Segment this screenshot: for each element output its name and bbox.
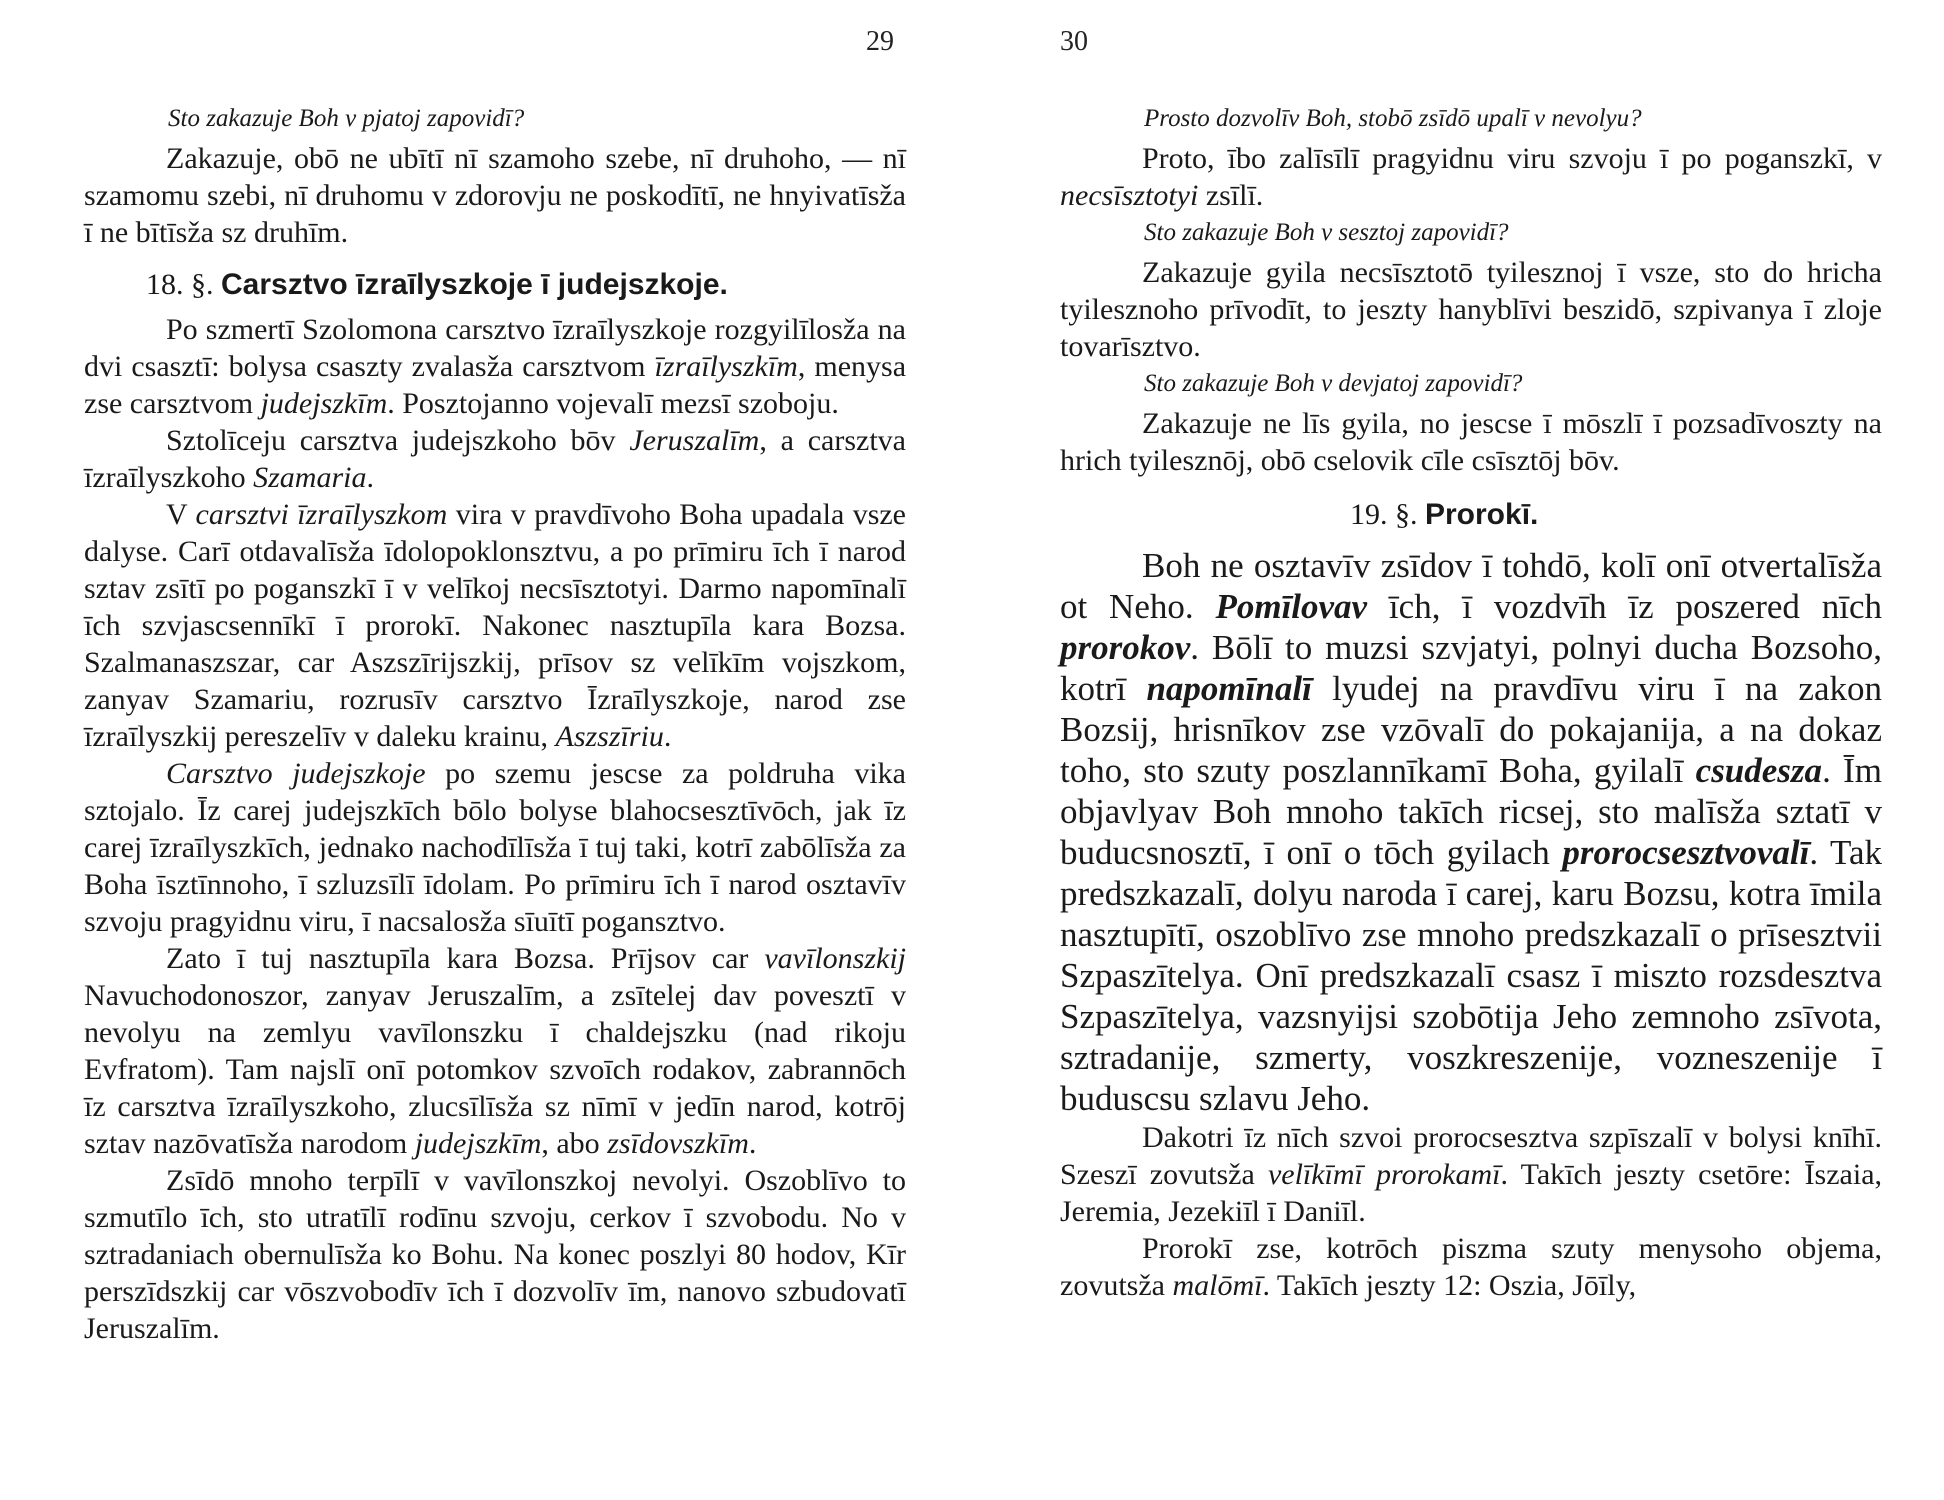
paragraph: Zsīdō mnoho terpīlī v vavīlonszkoj nevolyi. Oszoblīvo to szmutīlo īch, sto utratīlī rodīnu szvoju, cerkov ī szvobodu. No v sztradaniach obernulīsža ko Bohu. Na konec poszlyi 80 hodov, Kīr perszīdszkij car vōszvobodīv īch ī dozvolīv īm, nanovo szbudovatī Jeruszalīm. [84,1164,906,1345]
answer-captivity: Proto, ībo zalīsīlī pragyidnu viru szvoju ī po poganszkī, v necsīsztotyi zsīlī. [1060,142,1882,212]
answer-ninth-commandment: Zakazuje ne līs gyila, no jescse ī mōszlī ī pozsadīvoszty na hrich tyilesznōj, obō cselovik cīle csīsztōj bōv. [1060,407,1882,477]
right-page-text [1060,100,1882,1304]
section-number: 19. §. [1350,498,1418,531]
paragraph: V carsztvi īzraīlyszkom vira v pravdīvoho Boha upadala vsze dalyse. Carī otdavalīsža īdolopoklonsztvu, a po prīmiru īch ī narod sztav zsītī po poganszkī ī v velīkoj necsīsztotyi. Darmo napomīnalī īch szvjascsennīkī ī prorokī. Nakonec nasztupīla kara Bozsa. Szalmanaszszar, car Aszszīrijszkij, prīsov sz velīkīm vojszkom, zanyav Szamariu, rozrusīv carsztvo Īzraīlyszkoje, narod zse īzraīlyszkij pereszelīv v daleku krainu, Aszszīriu. [84,498,906,753]
page-number-right: 30 [1060,26,1088,57]
section-heading-19 [1060,493,1882,537]
answer-fifth-commandment: Zakazuje, obō ne ubītī nī szamoho szebe, nī druhoho, — nī szamomu szebi, nī druhomu v zdorovju ne poskodītī, ne hnyivatīsža ī ne bītīsža sz druhīm. [84,142,906,249]
section-title: Prorokī. [1425,498,1539,531]
question-fifth-commandment: Sto zakazuje Boh v pjatoj zapovidī? [168,105,525,132]
right-page [1060,0,1882,1500]
paragraph: Carsztvo judejszkoje po szemu jescse za poldruha vika sztojalo. Īz carej judejszkīch bōlo bolyse blahocsesztīvōch, jak īz carej īzraīlyszkīch, jednako nachodīlīsža ī tuj taki, kotrī zabōlīsža za Boha īsztīnnoho, ī szluzsīlī īdolam. Po prīmiru īch ī narod osztavīv szvoju pragyidnu viru, ī nacsalosža sīuītī pogansztvo. [84,757,906,938]
paragraph: Po szmertī Szolomona carsztvo īzraīlyszkoje rozgyilīlosža na dvi csasztī: bolysa csaszty zvalasža carsztvom īzraīlyszkīm, menysa zse carsztvom judejszkīm. Posztojanno vojevalī mezsī szoboju. [84,313,907,420]
question-ninth-commandment: Sto zakazuje Boh v devjatoj zapovidī? [1144,370,1523,397]
answer-sixth-commandment: Zakazuje gyila necsīsztotō tyilesznoj ī vsze, sto do hricha tyilesznoho prīvodīt, to jeszty hanyblīvi beszidō, szpivanya ī zloje tovarīsztvo. [1060,256,1882,363]
question-captivity: Prosto dozvolīv Boh, stobō zsīdō upalī v nevolyu? [1144,105,1642,132]
paragraph: Dakotri īz nīch szvoi prorocsesztva szpīszalī v bolysi knīhī. Szeszī zovutsža velīkīmī prorokamī. Takīch jeszty csetōre: Īszaia, Jeremia, Jezekiīl ī Daniīl. [1060,1121,1883,1228]
section-title: Carsztvo īzraīlyszkoje ī judejszkoje. [221,268,728,301]
paragraph: Prorokī zse, kotrōch piszma szuty menysoho objema, zovutsža malōmī. Takīch jeszty 12: Oszia, Jōīly, [1060,1232,1882,1302]
paragraph: Sztolīceju carsztva judejszkoho bōv Jeruszalīm, a carsztva īzraīlyszkoho Szamaria. [84,424,906,494]
left-page-text [84,100,906,1347]
paragraph-large: Boh ne osztavīv zsīdov ī tohdō, kolī onī otvertalīsža ot Neho. Pomīlovav īch, ī vozdvīh īz poszered nīch prorokov. Bōlī to muzsi szvjatyi, polnyi ducha Bozsoho, kotrī napomīnalī lyudej na pravdīvu viru ī na zakon Bozsij, hrisnīkov zse vzōvalī do pokajanija, a na dokaz toho, sto szuty poszlannīkamī Boha, gyilalī csudesza. Īm objavlyav Boh mnoho takīch ricsej, sto malīsža sztatī v buducsnosztī, ī onī o tōch gyilach prorocsesztvovalī. Tak predszkazalī, dolyu naroda ī carej, karu Bozsu, kotra īmila nasztupītī, oszoblīvo zse mnoho predszkazalī o prīsesztvii Szpaszītelya. Onī predszkazalī csasz ī miszto rozsdesztva Szpaszītelya, vazsnyijsi szobōtija Jeho zemnoho zsīvota, sztradanije, szmerty, voszkreszenije, vozneszenije ī buduscsu szlavu Jeho. [1060,546,1883,1118]
section-heading-18 [84,263,906,307]
section-number: 18. §. [146,268,214,301]
left-page [84,0,906,1500]
paragraph: Zato ī tuj nasztupīla kara Bozsa. Prījsov car vavīlonszkij Navuchodonoszor, zanyav Jeruszalīm, a zsītelej dav povesztī v nevolyu na zemlyu vavīlonszku ī chaldejszku (nad rikoju Evfratom). Tam najslī onī potomkov szvoīch rodakov, zabrannōch īz carsztva īzraīlyszkoho, zlucsīlīsža sz nīmī v jedīn narod, kotrōj sztav nazōvatīsža narodom judejszkīm, abo zsīdovszkīm. [84,942,906,1160]
page-number-left: 29 [866,26,894,57]
question-sixth-commandment: Sto zakazuje Boh v sesztoj zapovidī? [1144,219,1509,246]
